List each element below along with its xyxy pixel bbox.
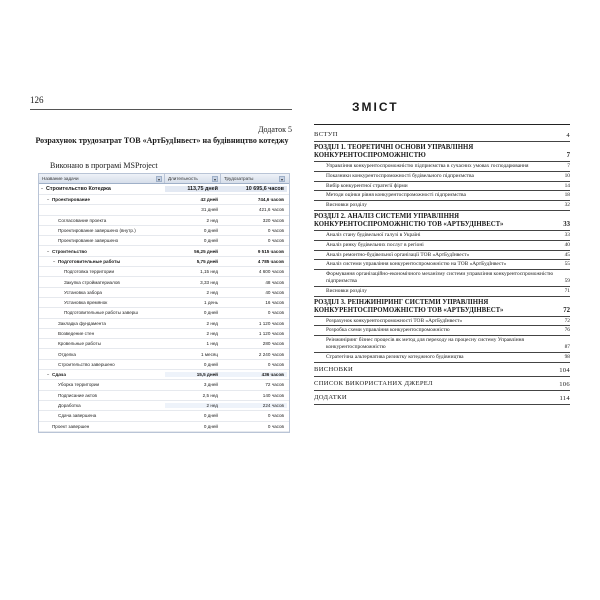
toc-entry-text: Розробка схеми управління конкурентоспроможністю bbox=[326, 327, 450, 334]
column-header-work: Трудозатраты ▾ bbox=[224, 176, 283, 182]
task-name-cell bbox=[39, 207, 165, 212]
duration-cell: 2 нед bbox=[206, 331, 218, 336]
task-name-cell bbox=[39, 403, 165, 408]
duration-cell: 0 дней bbox=[203, 413, 218, 419]
duration-cell: 2 нед bbox=[206, 217, 218, 223]
column-header-duration: Длительность ▾ bbox=[165, 174, 221, 183]
task-name: Согласование проекта bbox=[58, 217, 107, 223]
work-cell: 140 часов bbox=[262, 392, 284, 398]
work-cell: 48 часов bbox=[265, 279, 284, 285]
toc-entry-text: Аналіз стану будівельної галузі в Україні bbox=[326, 231, 421, 238]
task-name-cell bbox=[39, 249, 165, 254]
duration-cell: 0 дней bbox=[203, 423, 218, 429]
work-cell: 421,6 часов bbox=[258, 207, 284, 213]
task-name-cell bbox=[39, 197, 165, 202]
toc-page-number: 76 bbox=[564, 327, 570, 334]
toc-page-number: 87 bbox=[564, 343, 570, 350]
task-name: Закладка фундамента bbox=[58, 320, 106, 326]
task-name: Установка времянок bbox=[64, 300, 108, 306]
work-cell: 0 часов bbox=[267, 310, 284, 316]
toc-title: ЗМІСТ bbox=[352, 100, 399, 114]
dropdown-arrow-icon: ▾ bbox=[213, 176, 216, 182]
duration-cell: 3 дней bbox=[203, 382, 218, 388]
task-name: Уборка территории bbox=[58, 382, 100, 388]
table-body bbox=[39, 184, 289, 432]
task-name-cell bbox=[39, 424, 165, 429]
duration-cell: 15,5 дней bbox=[165, 372, 221, 377]
duration-cell: 0 дней bbox=[203, 310, 218, 316]
task-name: Строительство завершено bbox=[58, 361, 115, 367]
toc-entry bbox=[314, 251, 570, 261]
toc-page-number: 18 bbox=[564, 192, 570, 199]
task-name-cell bbox=[39, 269, 165, 274]
task-name: Сдача bbox=[52, 372, 66, 378]
toc-entry-text: Вибір конкурентної стратегії фірми bbox=[326, 182, 408, 189]
work-cell: 9 515 часов bbox=[257, 248, 284, 254]
task-name-cell bbox=[39, 393, 165, 398]
task-name: Установка забора bbox=[64, 289, 102, 295]
task-name-cell bbox=[39, 300, 165, 305]
task-name-cell bbox=[39, 310, 165, 315]
work-cell: 40 часов bbox=[265, 289, 284, 295]
task-name: Проект завершен bbox=[52, 423, 90, 429]
toc-entry-text: Аналіз системи управління конкурентоспроможністю на ТОВ «АртБудІнвест» bbox=[326, 261, 507, 268]
work-cell: 224 часов bbox=[221, 403, 287, 408]
task-name-cell bbox=[39, 321, 165, 326]
task-name: Проектирование завершено (внутр.) bbox=[58, 228, 136, 234]
task-name: Закупка стройматериалов bbox=[64, 279, 120, 285]
table-row bbox=[39, 195, 289, 205]
toc-page-number: 7 bbox=[567, 163, 570, 169]
task-name: Проектирование завершено bbox=[58, 238, 119, 244]
collapse-toggle-icon: − bbox=[47, 248, 50, 254]
duration-cell: 5,75 дней bbox=[196, 258, 218, 264]
toc-page-number: 32 bbox=[564, 202, 570, 209]
toc-entry bbox=[314, 231, 570, 241]
duration-cell: 2 нед bbox=[165, 403, 221, 408]
toc-entry-text: Аналіз ремонтно-будівельної організації ТОВ «АртБудІнвест» bbox=[326, 251, 470, 258]
work-cell: 1 120 часов bbox=[258, 320, 284, 326]
column-header-task-name: Название задачи ▾ bbox=[39, 174, 165, 183]
toc-entry-text: Реінжиніринг бізнес процесів як метод для переходу на процесну систему Управління конкурентоспроможністю bbox=[326, 337, 524, 350]
table-row bbox=[39, 401, 289, 411]
appendix-title: Розрахунок трудозатрат ТОВ «АртБудІнвест» на будівництво котеджу bbox=[35, 136, 289, 145]
table-row bbox=[39, 370, 289, 380]
task-name-cell bbox=[39, 352, 165, 357]
task-name-cell bbox=[39, 372, 165, 377]
toc-page-number: 33 bbox=[563, 220, 570, 228]
duration-cell: 31 дней bbox=[201, 207, 218, 213]
toc-entry-text: Аналіз ринку будівельних послуг в регіоні bbox=[326, 241, 424, 248]
task-name-cell bbox=[39, 259, 165, 264]
task-name-cell bbox=[39, 186, 165, 192]
toc-title-rule bbox=[314, 124, 570, 125]
work-cell: 280 часов bbox=[262, 341, 284, 347]
task-name-cell bbox=[39, 228, 165, 233]
table-row bbox=[39, 319, 289, 329]
toc-entry bbox=[314, 317, 570, 327]
page-header-rule bbox=[30, 109, 292, 110]
task-name: Доработка bbox=[58, 403, 81, 409]
toc-entry bbox=[314, 241, 570, 251]
table-row bbox=[39, 257, 289, 267]
collapse-toggle-icon: − bbox=[41, 186, 44, 191]
task-name: Подготовительные работы bbox=[58, 258, 121, 264]
duration-cell: 2 нед bbox=[206, 320, 218, 326]
table-row bbox=[39, 205, 289, 215]
work-cell: 320 часов bbox=[262, 217, 284, 223]
toc-entry bbox=[314, 336, 570, 353]
toc-entry bbox=[314, 172, 570, 182]
task-name-cell bbox=[39, 331, 165, 336]
task-name-cell bbox=[39, 290, 165, 295]
toc-page-number: 72 bbox=[564, 317, 570, 324]
table-row bbox=[39, 308, 289, 318]
duration-cell: 0 дней bbox=[203, 238, 218, 244]
duration-cell: 1 нед bbox=[206, 341, 218, 347]
duration-cell: 42 дней bbox=[200, 197, 218, 203]
table-row bbox=[39, 226, 289, 236]
toc-entry-text: ВИСНОВКИ bbox=[314, 365, 354, 373]
task-name-cell bbox=[39, 280, 165, 285]
table-row bbox=[39, 184, 289, 195]
toc-entry-text: РОЗДІЛ 1. ТЕОРЕТИЧНІ ОСНОВИ УПРАВЛІННЯ КОНКУРЕНТОСПРОМОЖНІСТЮ bbox=[314, 144, 474, 159]
task-name-cell bbox=[39, 218, 165, 223]
table-row bbox=[39, 267, 289, 277]
table-row bbox=[39, 329, 289, 339]
task-name: Отделка bbox=[58, 351, 76, 357]
table-row bbox=[39, 422, 289, 432]
dropdown-arrow-icon: ▾ bbox=[157, 176, 160, 182]
collapse-toggle-icon: − bbox=[47, 372, 50, 378]
toc-entry bbox=[314, 353, 570, 363]
toc-entry bbox=[314, 287, 570, 297]
toc-entry bbox=[314, 391, 570, 405]
toc-entry-text: Висновки розділу bbox=[326, 287, 367, 294]
work-cell: 0 часов bbox=[267, 423, 284, 429]
task-name-cell bbox=[39, 362, 165, 367]
table-of-contents bbox=[314, 128, 570, 405]
work-cell: 0 часов bbox=[267, 413, 284, 419]
work-cell: 0 часов bbox=[267, 238, 284, 244]
table-row bbox=[39, 277, 289, 287]
toc-page-number: 59 bbox=[564, 277, 570, 284]
task-name: Возведение стен bbox=[58, 331, 95, 336]
task-name: Подготовительные работы заверш bbox=[64, 310, 138, 316]
toc-entry bbox=[314, 191, 570, 201]
collapse-toggle-icon: − bbox=[53, 258, 56, 264]
toc-page-number: 114 bbox=[559, 394, 570, 402]
toc-entry-text: Формування організаційно-економічного механізму системи управління конкурентоспроможністю підприємства bbox=[326, 271, 554, 284]
work-cell: 0 часов bbox=[267, 361, 284, 367]
toc-entry-text: Показники конкурентоспроможності будівельного підприємства bbox=[326, 172, 474, 179]
right-page bbox=[312, 98, 574, 438]
toc-entry bbox=[314, 211, 570, 231]
toc-entry-text: РОЗДІЛ 3. РЕІНЖИНІРИНГ СИСТЕМИ УПРАВЛІННЯ КОНКУРЕНТОСПРОМОЖНІСТЮ ТОВ «АРТБУДІНВЕСТ» bbox=[314, 298, 504, 314]
toc-entry bbox=[314, 297, 570, 317]
work-cell: 10 695,6 часов bbox=[221, 186, 287, 192]
toc-entry bbox=[314, 201, 570, 211]
work-cell: 4 600 часов bbox=[258, 269, 284, 275]
task-name: Строительство Котеджа bbox=[46, 186, 111, 192]
toc-page-number: 40 bbox=[564, 241, 570, 248]
work-cell: 4 785 часов bbox=[257, 258, 284, 264]
task-name: Подписание актов bbox=[58, 392, 97, 398]
table-row bbox=[39, 216, 289, 226]
table-row bbox=[39, 411, 289, 421]
toc-page-number: 72 bbox=[563, 306, 570, 314]
toc-page-number: 71 bbox=[564, 287, 570, 294]
task-name: Сдача завершена bbox=[58, 413, 97, 419]
appendix-subtitle: Виконано в програмі MSProject bbox=[50, 161, 158, 170]
task-name: Проектирование bbox=[52, 197, 90, 203]
toc-page-number: 10 bbox=[564, 172, 570, 179]
task-name: Строительство bbox=[52, 248, 87, 254]
toc-page-number: 4 bbox=[566, 132, 570, 139]
task-name: Подготовка территории bbox=[64, 269, 115, 275]
left-page bbox=[30, 95, 292, 515]
duration-cell: 2,5 нед bbox=[202, 392, 218, 398]
toc-entry bbox=[314, 270, 570, 287]
toc-page-number: 33 bbox=[564, 231, 570, 238]
appendix-label: Додаток 5 bbox=[258, 125, 292, 134]
msproject-task-table bbox=[38, 173, 290, 433]
work-cell: 2 240 часов bbox=[258, 351, 284, 357]
table-row bbox=[39, 391, 289, 401]
toc-page-number: 104 bbox=[559, 366, 570, 374]
table-row bbox=[39, 349, 289, 359]
table-row bbox=[39, 380, 289, 390]
table-row bbox=[39, 236, 289, 246]
toc-entry-text: СПИСОК ВИКОРИСТАНИХ ДЖЕРЕЛ bbox=[314, 379, 433, 387]
toc-entry-text: РОЗДІЛ 2. АНАЛІЗ СИСТЕМИ УПРАВЛІННЯ КОНКУРЕНТОСПРОМОЖНІСТЮ ТОВ «АРТБУДІНВЕСТ» bbox=[314, 212, 504, 228]
duration-cell: 56,25 дней bbox=[194, 248, 218, 254]
toc-entry-text: ДОДАТКИ bbox=[314, 393, 347, 401]
toc-entry-text: Висновки розділу bbox=[326, 202, 367, 209]
toc-page-number: 45 bbox=[564, 251, 570, 258]
table-row bbox=[39, 246, 289, 256]
work-cell: 436 часов bbox=[221, 372, 287, 377]
toc-entry-text: Стратегічна альтернатива ризиктку котеджного будівництва bbox=[326, 353, 464, 360]
toc-entry-text: ВСТУП bbox=[314, 131, 338, 138]
toc-entry bbox=[314, 326, 570, 336]
duration-cell: 0 дней bbox=[203, 361, 218, 367]
page-number: 126 bbox=[30, 95, 44, 105]
work-cell: 72 часов bbox=[265, 382, 284, 388]
duration-cell: 1 день bbox=[204, 300, 218, 306]
dropdown-arrow-icon: ▾ bbox=[280, 176, 283, 182]
table-header bbox=[39, 174, 289, 184]
duration-cell: 1 месяц bbox=[201, 351, 218, 357]
task-name-cell bbox=[39, 238, 165, 243]
table-row bbox=[39, 339, 289, 349]
toc-entry bbox=[314, 142, 570, 162]
duration-cell: 3,33 нед bbox=[200, 279, 218, 285]
duration-cell: 2 нед bbox=[206, 289, 218, 295]
toc-page-number: 55 bbox=[564, 261, 570, 268]
table-row bbox=[39, 360, 289, 370]
work-cell: 0 часов bbox=[267, 228, 284, 234]
toc-entry-text: Управління конкурентоспроможністю підприємства в сучасних умовах господарювання bbox=[326, 163, 529, 169]
task-name-cell bbox=[39, 413, 165, 418]
toc-entry bbox=[314, 260, 570, 270]
task-name-cell bbox=[39, 382, 165, 387]
toc-page-number: 98 bbox=[564, 353, 570, 360]
duration-cell: 1,15 нед bbox=[200, 269, 218, 275]
table-row bbox=[39, 288, 289, 298]
work-cell: 1 120 часов bbox=[258, 331, 284, 336]
duration-cell: 113,75 дней bbox=[165, 186, 221, 192]
work-cell: 744,6 часов bbox=[257, 197, 284, 203]
toc-page-number: 106 bbox=[559, 380, 570, 388]
task-name-cell bbox=[39, 341, 165, 346]
work-cell: 16 часов bbox=[265, 300, 284, 306]
toc-page-number: 14 bbox=[564, 182, 570, 189]
toc-entry-text: Розрахунок конкурентоспроможності ТОВ «АртБудІнвест» bbox=[326, 317, 463, 324]
table-row bbox=[39, 298, 289, 308]
toc-entry bbox=[314, 182, 570, 192]
duration-cell: 0 дней bbox=[203, 228, 218, 234]
toc-entry bbox=[314, 377, 570, 391]
toc-entry bbox=[314, 363, 570, 377]
task-name: Кровельные работы bbox=[58, 341, 101, 347]
toc-page-number: 7 bbox=[566, 152, 570, 159]
toc-entry bbox=[314, 162, 570, 172]
toc-entry bbox=[314, 128, 570, 142]
collapse-toggle-icon: − bbox=[47, 197, 50, 203]
toc-entry-text: Методи оцінки рівня конкурентоспроможності підприємства bbox=[326, 192, 466, 199]
